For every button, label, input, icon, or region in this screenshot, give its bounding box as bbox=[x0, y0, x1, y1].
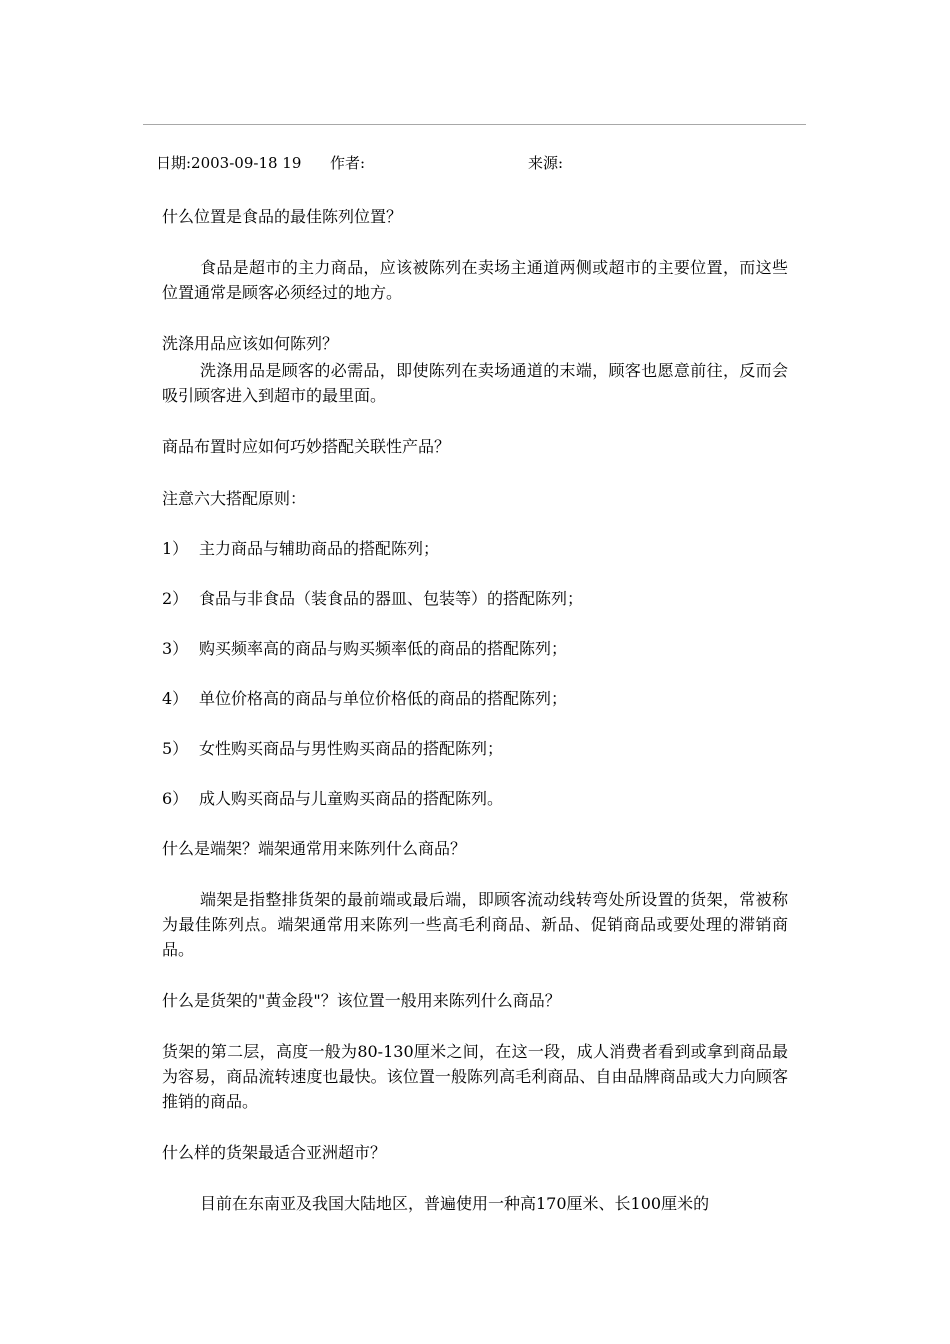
list-item bbox=[162, 535, 788, 563]
article-body bbox=[162, 203, 788, 1216]
answer-paragraph: 端架是指整排货架的最前端或最后端，即顾客流动线转弯处所设置的货架，常被称为最佳陈列点。端架通常用来陈列一些高毛利商品、新品、促销商品或要处理的滞销商品。 bbox=[162, 890, 788, 959]
list-item bbox=[162, 735, 788, 763]
answer-paragraph: 货架的第二层，高度一般为80-130厘米之间，在这一段，成人消费者看到或拿到商品最为容易，商品流转速度也最快。该位置一般陈列高毛利商品、自由品牌商品或大力向顾客推销的商品。 bbox=[162, 1042, 788, 1111]
question-heading: 商品布置时应如何巧妙搭配关联性产品？ bbox=[162, 437, 451, 456]
list-number: 5） bbox=[162, 739, 189, 758]
list-item bbox=[162, 585, 788, 613]
question-heading: 什么是货架的"黄金段"？该位置一般用来陈列什么商品？ bbox=[162, 991, 561, 1010]
source-label: 来源: bbox=[528, 154, 564, 172]
list-item bbox=[162, 635, 788, 663]
question-heading: 什么位置是食品的最佳陈列位置？ bbox=[162, 207, 403, 226]
list-number: 2） bbox=[162, 589, 189, 608]
list-item-text: 购买频率高的商品与购买频率低的商品的搭配陈列； bbox=[199, 639, 568, 658]
question-heading: 洗涤用品应该如何陈列？ bbox=[162, 334, 339, 353]
list-item-text: 单位价格高的商品与单位价格低的商品的搭配陈列； bbox=[199, 689, 568, 708]
list-item bbox=[162, 685, 788, 713]
answer-paragraph: 洗涤用品是顾客的必需品，即使陈列在卖场通道的末端，顾客也愿意前往，反而会吸引顾客进入到超市的最里面。 bbox=[162, 361, 788, 405]
list-item-text: 女性购买商品与男性购买商品的搭配陈列； bbox=[199, 739, 504, 758]
list-item-text: 食品与非食品（装食品的器皿、包装等）的搭配陈列； bbox=[199, 589, 584, 608]
question-heading: 什么是端架？端架通常用来陈列什么商品？ bbox=[162, 839, 467, 858]
author-label: 作者: bbox=[330, 154, 366, 172]
list-number: 4） bbox=[162, 689, 189, 708]
answer-paragraph: 食品是超市的主力商品，应该被陈列在卖场主通道两侧或超市的主要位置，而这些位置通常是顾客必须经过的地方。 bbox=[162, 258, 788, 302]
question-heading: 什么样的货架最适合亚洲超市？ bbox=[162, 1143, 387, 1162]
header-divider bbox=[143, 124, 806, 125]
list-item bbox=[162, 785, 788, 813]
list-number: 1） bbox=[162, 539, 189, 558]
date-label: 日期:2003-09-18 19 bbox=[156, 154, 302, 172]
answer-paragraph: 目前在东南亚及我国大陆地区，普遍使用一种高170厘米、长100厘米的 bbox=[200, 1194, 710, 1213]
list-number: 3） bbox=[162, 639, 189, 658]
list-number: 6） bbox=[162, 789, 189, 808]
principles-intro: 注意六大搭配原则： bbox=[162, 489, 307, 508]
list-item-text: 主力商品与辅助商品的搭配陈列； bbox=[199, 539, 440, 558]
list-item-text: 成人购买商品与儿童购买商品的搭配陈列。 bbox=[199, 789, 504, 808]
